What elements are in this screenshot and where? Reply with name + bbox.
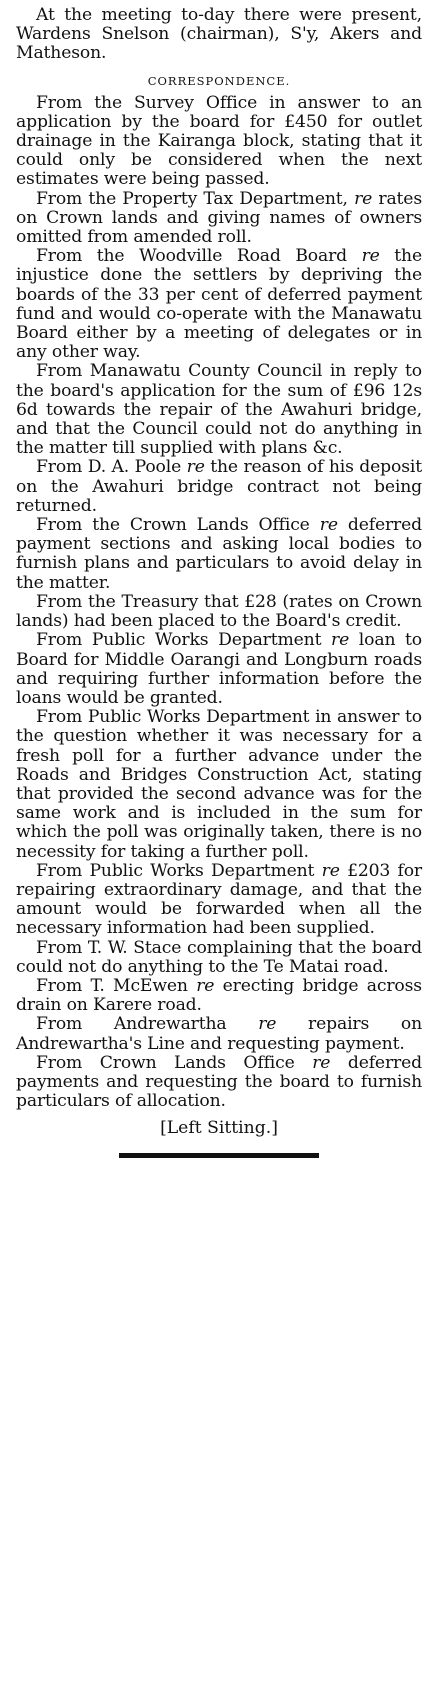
correspondence-paragraph — [16, 862, 422, 939]
correspondence-paragraph — [16, 977, 422, 1015]
paragraph-re: re — [312, 1052, 331, 1073]
correspondence-paragraph — [16, 458, 422, 516]
correspondence-list — [16, 94, 422, 1112]
paragraph-re: re — [354, 188, 373, 209]
paragraph-re: re — [186, 457, 205, 478]
paragraph-re: re — [196, 975, 215, 996]
paragraph-text-after: rates on Crown lands and giving names of owners omitted from amended roll. — [16, 188, 422, 248]
paragraph-text-after: deferred payments and requesting the board to furnish particulars of allocation. — [16, 1052, 422, 1112]
paragraph-text-after: repairs on Andrewartha's Line and requesting payment. — [16, 1014, 422, 1054]
correspondence-paragraph — [16, 190, 422, 248]
paragraph-text-after: loan to Board for Middle Oarangi and Longburn roads and requiring further information before the loans would be granted. — [16, 630, 422, 708]
paragraph-text: From D. A. Poole — [36, 457, 182, 478]
paragraph-text: From Public Works Department — [36, 630, 322, 651]
paragraph-text: From the Crown Lands Office — [36, 515, 310, 536]
paragraph-text-after: deferred payment sections and asking local bodies to furnish plans and particulars to avoid delay in the matter. — [16, 515, 422, 593]
paragraph-text-after: erecting bridge across drain on Karere road. — [16, 975, 422, 1016]
newspaper-column — [16, 6, 422, 1158]
paragraph-text: From the Property Tax Department, — [36, 188, 348, 209]
correspondence-paragraph — [16, 593, 422, 631]
end-rule — [119, 1153, 319, 1158]
paragraph-text: From the Treasury that £28 (rates on Crown lands) had been placed to the Board's credit. — [16, 591, 422, 632]
correspondence-paragraph — [16, 362, 422, 458]
paragraph-text-after: £203 for repairing extraordinary damage, and that the amount would be forwarded when all the necessary information had been supplied. — [16, 860, 422, 939]
correspondence-paragraph — [16, 631, 422, 708]
paragraph-text: From Manawatu County Council in reply to the board's application for the sum of £96 12s 6d towards the repair of the Awahuri bridge, and that the Council could not do anything in the matter till supplied with plans &c. — [16, 361, 422, 459]
paragraph-re: re — [319, 515, 338, 536]
correspondence-paragraph — [16, 708, 422, 862]
paragraph-re: re — [321, 860, 340, 881]
correspondence-paragraph — [16, 1054, 422, 1112]
section-heading: CORRESPONDENCE. — [147, 73, 291, 88]
paragraph-text-after: the reason of his deposit on the Awahuri bridge contract not being returned. — [16, 457, 422, 516]
paragraph-text: From T. McEwen — [36, 975, 188, 996]
correspondence-paragraph — [16, 1015, 422, 1053]
correspondence-paragraph — [16, 94, 422, 190]
paragraph-text: From T. W. Stace complaining that the board could not do anything to the Te Matai road. — [16, 937, 422, 977]
correspondence-paragraph — [16, 939, 422, 977]
paragraph-text-after: the injustice done the settlers by depriving the boards of the 33 per cent of deferred payment fund and would co-operate with the Manawatu Board either by a meeting of delegates or in any other way. — [16, 246, 422, 363]
paragraph-re: re — [258, 1014, 277, 1035]
paragraph-text: From the Survey Office in answer to an application by the board for £450 for outlet drainage in the Kairanga block, stating that it could only be considered when the next estimates were being passed. — [16, 92, 422, 190]
paragraph-text: From Andrewartha — [36, 1014, 227, 1035]
paragraph-text: From Public Works Department in answer to the question whether it was necessary for a fresh poll for a further advance under the Roads and Bridges Construction Act, stating that provided the second advance was for the same work and is included in the sum for which the poll was originally taken, there is no necessity for taking a further poll. — [16, 707, 422, 862]
paragraph-re: re — [361, 246, 380, 267]
paragraph-text: From the Woodville Road Board — [36, 246, 348, 267]
correspondence-paragraph — [16, 516, 422, 593]
paragraph-re: re — [331, 630, 350, 651]
closing-note: [Left Sitting.] — [160, 1118, 278, 1139]
paragraph-text: From Public Works Department — [36, 860, 315, 881]
intro-paragraph: At the meeting to-day there were present, Wardens Snelson (chairman), S'y, Akers and Matheson. — [16, 5, 422, 64]
correspondence-paragraph — [16, 247, 422, 362]
paragraph-text: From Crown Lands Office — [36, 1052, 295, 1073]
